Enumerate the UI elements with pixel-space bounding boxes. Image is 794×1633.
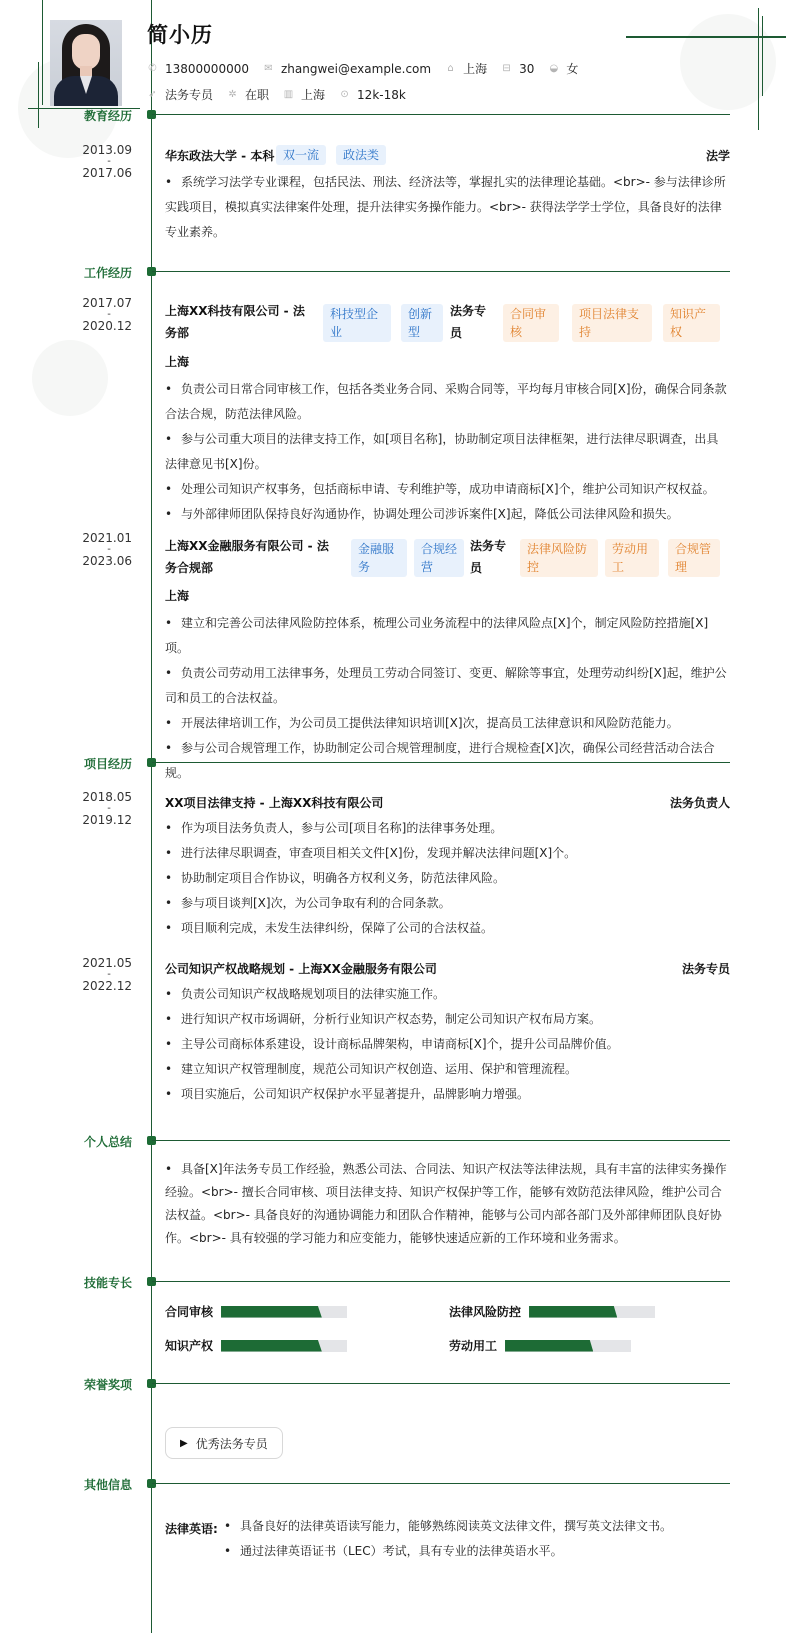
skill-item — [165, 1337, 347, 1354]
project-bullets — [165, 816, 730, 941]
list-item: • 系统学习法学专业课程，包括民法、刑法、经济法等，掌握扎实的法律理论基础。<br>- 参与法律诊所实践项目，模拟真实法律案件处理，提升法律实务操作能力。<br>- 获得法学学士学位，具备良好的法律专业素养。 — [165, 175, 726, 239]
project-title: XX项目法律支持 - 上海XX科技有限公司 — [165, 796, 384, 810]
list-item: • 作为项目法务负责人，参与公司[项目名称]的法律事务处理。 — [165, 821, 503, 835]
edu-tag: 政法类 — [336, 145, 386, 165]
edu-school: 华东政法大学 - 本科 — [165, 149, 275, 163]
decor-line — [38, 62, 39, 128]
skill-tag: 合同审核 — [503, 304, 559, 342]
list-item: • 建立知识产权管理制度，规范公司知识产权创造、运用、保护和管理流程。 — [165, 1062, 578, 1076]
skill-bar — [529, 1306, 655, 1318]
skill-tag: 知识产权 — [663, 304, 720, 342]
other-bullets — [224, 1514, 724, 1564]
gender-icon: ◒ — [549, 63, 559, 74]
company-tag: 金融服务 — [351, 539, 407, 577]
skill-bar — [221, 1306, 347, 1318]
section-title-education: 教育经历 — [83, 109, 132, 123]
position-icon: ➶ — [148, 89, 157, 100]
skill-name: 知识产权 — [165, 1339, 214, 1353]
triangle-right-icon: ▶ — [180, 1437, 188, 1449]
decor-line — [758, 8, 759, 130]
project-title: 公司知识产权战略规划 - 上海XX金融服务有限公司 — [165, 962, 437, 976]
list-item: • 进行法律尽职调查，审查项目相关文件[X]份，发现并解决法律问题[X]个。 — [165, 846, 577, 860]
avatar-photo — [50, 20, 122, 106]
skill-item — [449, 1337, 631, 1354]
work-date: 2017.07 - 2020.12 — [82, 296, 132, 333]
contact-age: ⊟ 30 — [502, 61, 535, 76]
contact-gender: ◒ 女 — [549, 62, 579, 76]
timeline-line — [151, 0, 152, 1633]
phone-icon: ✆ — [148, 63, 157, 74]
skill-tag: 法律风险防控 — [520, 539, 598, 577]
city-icon: ▥ — [283, 89, 294, 100]
skill-tag: 合规管理 — [668, 539, 720, 577]
project-date: 2021.05 - 2022.12 — [82, 956, 132, 993]
section-divider — [152, 271, 730, 272]
skill-name: 合同审核 — [165, 1305, 214, 1319]
section-title-projects: 项目经历 — [83, 757, 132, 771]
edu-date: 2013.09 - 2017.06 — [82, 143, 132, 180]
edu-bullets — [165, 170, 730, 245]
list-item: • 开展法律培训工作，为公司员工提供法律知识培训[X]次，提高员工法律意识和风险防范能力。 — [165, 716, 679, 730]
work-date: 2021.01 - 2023.06 — [82, 531, 132, 568]
intent-salary: ⊙ 12k-18k — [340, 87, 406, 102]
home-icon: ⌂ — [447, 63, 454, 74]
project-date: 2018.05 - 2019.12 — [82, 790, 132, 827]
section-divider — [152, 1383, 730, 1384]
status-icon: ✲ — [228, 89, 237, 100]
work-bullets — [165, 377, 730, 527]
award-item[interactable]: ▶ 优秀法务专员 — [165, 1427, 283, 1459]
candidate-name: 简小历 — [147, 23, 213, 47]
list-item: • 项目顺利完成，未发生法律纠纷，保障了公司的合法权益。 — [165, 921, 494, 935]
list-item: • 建立和完善公司法律风险防控体系，梳理公司业务流程中的法律风险点[X]个，制定风险防控措施[X]项。 — [165, 616, 709, 655]
list-item: • 主导公司商标体系建设，设计商标品牌架构，申请商标[X]个，提升公司品牌价值。 — [165, 1037, 619, 1051]
company-tag: 创新型 — [401, 304, 443, 342]
section-title-skills: 技能专长 — [83, 1276, 132, 1290]
work-role: 法务专员 — [450, 304, 487, 340]
company-tag: 合规经营 — [414, 539, 464, 577]
intent-row — [147, 86, 420, 103]
decor-circle — [32, 340, 108, 416]
section-title-awards: 荣誉奖项 — [83, 1378, 132, 1392]
edu-tag: 双一流 — [276, 145, 326, 165]
summary-text — [165, 1158, 730, 1250]
skill-bar — [505, 1340, 631, 1352]
section-title-work: 工作经历 — [83, 266, 132, 280]
work-bullets — [165, 611, 730, 786]
list-item: • 项目实施后，公司知识产权保护水平显著提升，品牌影响力增强。 — [165, 1087, 530, 1101]
email-icon: ✉ — [264, 63, 273, 74]
list-item: • 负责公司日常合同审核工作，包括各类业务合同、采购合同等，平均每月审核合同[X]份，确保合同条款合法合规，防范法律风险。 — [165, 382, 727, 421]
intent-position: ➶ 法务专员 — [148, 88, 214, 102]
contact-email[interactable]: ✉ zhangwei@example.com — [264, 61, 432, 76]
contact-city: ⌂ 上海 — [445, 60, 487, 77]
skill-tag: 劳动用工 — [605, 539, 659, 577]
decor-line — [762, 16, 763, 96]
list-item: • 具备[X]年法务专员工作经验，熟悉公司法、合同法、知识产权法等法律法规，具有丰富的法律实务操作经验。<br>- 擅长合同审核、项目法律支持、知识产权保护等工作，能够有效防范法律风险，维护公司合法权益。<br>- 具备良好的沟通协调能力和团队合作精神，能够与公司内部各部门及外部律师团队良好协作。<br>- 具有较强的学习能力和应变能力，能够快速适应新的工作环境和业务需求。 — [165, 1162, 727, 1245]
list-item: • 进行知识产权市场调研，分析行业知识产权态势，制定公司知识产权布局方案。 — [165, 1012, 602, 1026]
work-city: 上海 — [165, 589, 190, 603]
list-item: • 负责公司知识产权战略规划项目的法律实施工作。 — [165, 987, 446, 1001]
other-label: 法律英语: — [165, 1522, 218, 1536]
section-divider — [152, 1483, 730, 1484]
edu-major: 法学 — [705, 149, 730, 163]
section-divider — [152, 762, 730, 763]
list-item: • 参与公司重大项目的法律支持工作，如[项目名称]，协助制定项目法律框架，进行法律尽职调查，出具法律意见书[X]份。 — [165, 432, 719, 471]
list-item: • 参与公司合规管理工作，协助制定公司合规管理制度，进行合规检查[X]次，确保公司经营活动合法合规。 — [165, 741, 715, 780]
skill-name: 劳动用工 — [449, 1339, 498, 1353]
contact-phone: ✆ 13800000000 — [148, 61, 249, 76]
list-item: • 具备良好的法律英语读写能力，能够熟练阅读英文法律文件，撰写英文法律文书。 — [224, 1519, 673, 1533]
work-company: 上海XX科技有限公司 - 法务部 — [165, 304, 305, 340]
list-item: • 与外部律师团队保持良好沟通协作，协调处理公司涉诉案件[X]起，降低公司法律风险和损失。 — [165, 507, 679, 521]
section-divider — [152, 114, 730, 115]
work-company: 上海XX金融服务有限公司 - 法务合规部 — [165, 539, 329, 575]
list-item: • 参与项目谈判[X]次，为公司争取有利的合同条款。 — [165, 896, 451, 910]
skill-item — [449, 1303, 655, 1320]
project-bullets — [165, 982, 730, 1107]
list-item: • 处理公司知识产权事务，包括商标申请、专利维护等，成功申请商标[X]个，维护公司知识产权权益。 — [165, 482, 715, 496]
company-tag: 科技型企业 — [323, 304, 391, 342]
project-role: 法务专员 — [681, 962, 730, 976]
skill-name: 法律风险防控 — [449, 1305, 522, 1319]
list-item: • 负责公司劳动用工法律事务，处理员工劳动合同签订、变更、解除等事宜，处理劳动纠纷[X]起，维护公司和员工的合法权益。 — [165, 666, 727, 705]
age-icon: ⊟ — [502, 63, 511, 74]
intent-status: ✲ 在职 — [228, 88, 270, 102]
section-divider — [152, 1140, 730, 1141]
project-role: 法务负责人 — [669, 796, 730, 810]
work-role: 法务专员 — [470, 539, 507, 575]
work-city: 上海 — [165, 355, 190, 369]
list-item: • 通过法律英语证书（LEC）考试，具有专业的法律英语水平。 — [224, 1544, 563, 1558]
skill-tag: 项目法律支持 — [572, 304, 652, 342]
list-item: • 协助制定项目合作协议，明确各方权利义务，防范法律风险。 — [165, 871, 506, 885]
skill-bar — [221, 1340, 347, 1352]
decor-line — [42, 0, 43, 105]
section-divider — [152, 1281, 730, 1282]
section-title-summary: 个人总结 — [83, 1135, 132, 1149]
skill-item — [165, 1303, 347, 1320]
salary-icon: ⊙ — [340, 89, 349, 100]
contact-row — [147, 60, 592, 77]
intent-city: ▥ 上海 — [283, 88, 326, 102]
section-title-other: 其他信息 — [83, 1478, 132, 1492]
